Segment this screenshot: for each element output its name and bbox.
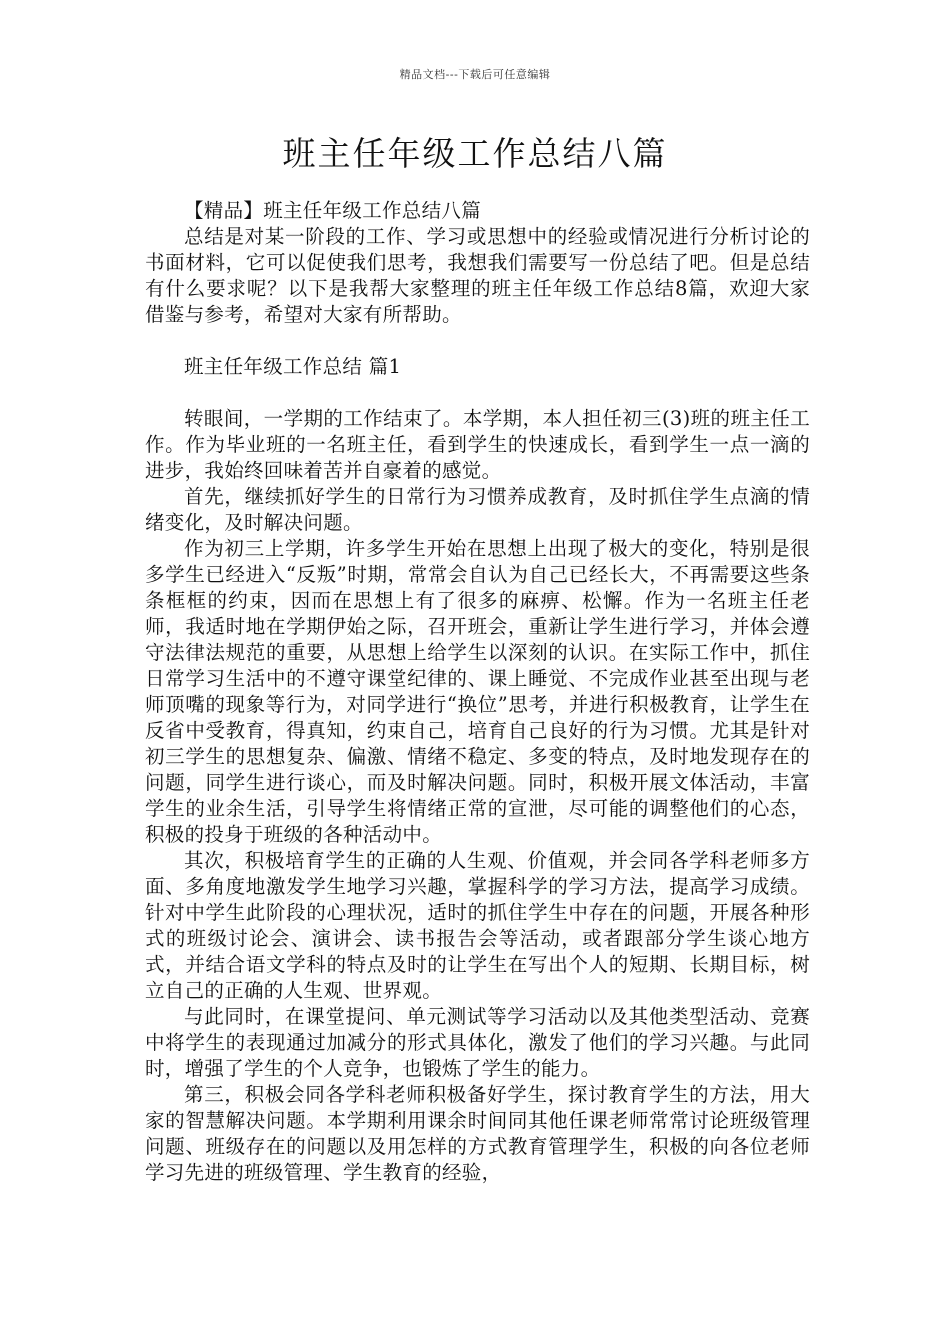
paragraph: 首先，继续抓好学生的日常行为习惯养成教育，及时抓住学生点滴的情绪变化，及时解决问题。 [145,485,810,534]
paragraph: 其次，积极培育学生的正确的人生观、价值观，并会同各学科老师多方面、多角度地激发学生地学习兴趣，掌握科学的学习方法，提高学习成绩。针对中学生此阶段的心理状况，适时的抓住学生中存在的问题，开展各种形式的班级讨论会、演讲会、读书报告会等活动，或者跟部分学生谈心地方式，并结合语文学科的特点及时的让学生在写出个人的短期、长期目标，树立自己的正确的人生观、世界观。 [145,849,810,1002]
paragraph: 总结是对某一阶段的工作、学习或思想中的经验或情况进行分析讨论的书面材料，它可以促使我们思考，我想我们需要写一份总结了吧。但是总结有什么要求呢？以下是我帮大家整理的班主任年级工作总结8篇，欢迎大家借鉴与参考，希望对大家有所帮助。 [145,225,810,326]
paragraph: 转眼间，一学期的工作结束了。本学期，本人担任初三(3)班的班主任工作。作为毕业班的一名班主任，看到学生的快速成长，看到学生一点一滴的进步，我始终回味着苦并自豪着的感觉。 [145,407,810,482]
document-body [145,198,810,1186]
paragraph: 第三，积极会同各学科老师积极备好学生，探讨教育学生的方法，用大家的智慧解决问题。本学期利用课余时间同其他任课老师常常讨论班级管理问题、班级存在的问题以及用怎样的方式教育管理学生，积极的向各位老师学习先进的班级管理、学生教育的经验， [145,1083,810,1184]
paragraph: 与此同时，在课堂提问、单元测试等学习活动以及其他类型活动、竞赛中将学生的表现通过加减分的形式具体化，激发了他们的学习兴趣。与此同时，增强了学生的个人竞争，也锻炼了学生的能力。 [145,1005,810,1080]
intro-heading: 【精品】班主任年级工作总结八篇 [184,199,482,222]
header-note: 精品文档---下载后可任意编辑 [399,68,551,81]
document-title: 班主任年级工作总结八篇 [282,134,668,173]
section-heading: 班主任年级工作总结 篇1 [184,355,402,378]
paragraph: 作为初三上学期，许多学生开始在思想上出现了极大的变化，特别是很多学生已经进入“反叛”时期，常常会自认为自己已经长大，不再需要这些条条框框的约束，因而在思想上有了很多的麻痹、松懈。作为一名班主任老师，我适时地在学期伊始之际，召开班会，重新让学生进行学习，并体会遵守法律法规范的重要，从思想上给学生以深刻的认识。在实际工作中，抓住日常学习生活中的不遵守课堂纪律的、课上睡觉、不完成作业甚至出现与老师顶嘴的现象等行为，对同学进行“换位”思考，并进行积极教育，让学生在反省中受教育，得真知，约束自己，培育自己良好的行为习惯。尤其是针对初三学生的思想复杂、偏激、情绪不稳定、多变的特点，及时地发现存在的问题，同学生进行谈心，而及时解决问题。同时，积极开展文体活动，丰富学生的业余生活，引导学生将情绪正常的宣泄，尽可能的调整他们的心态，积极的投身于班级的各种活动中。 [145,537,810,846]
